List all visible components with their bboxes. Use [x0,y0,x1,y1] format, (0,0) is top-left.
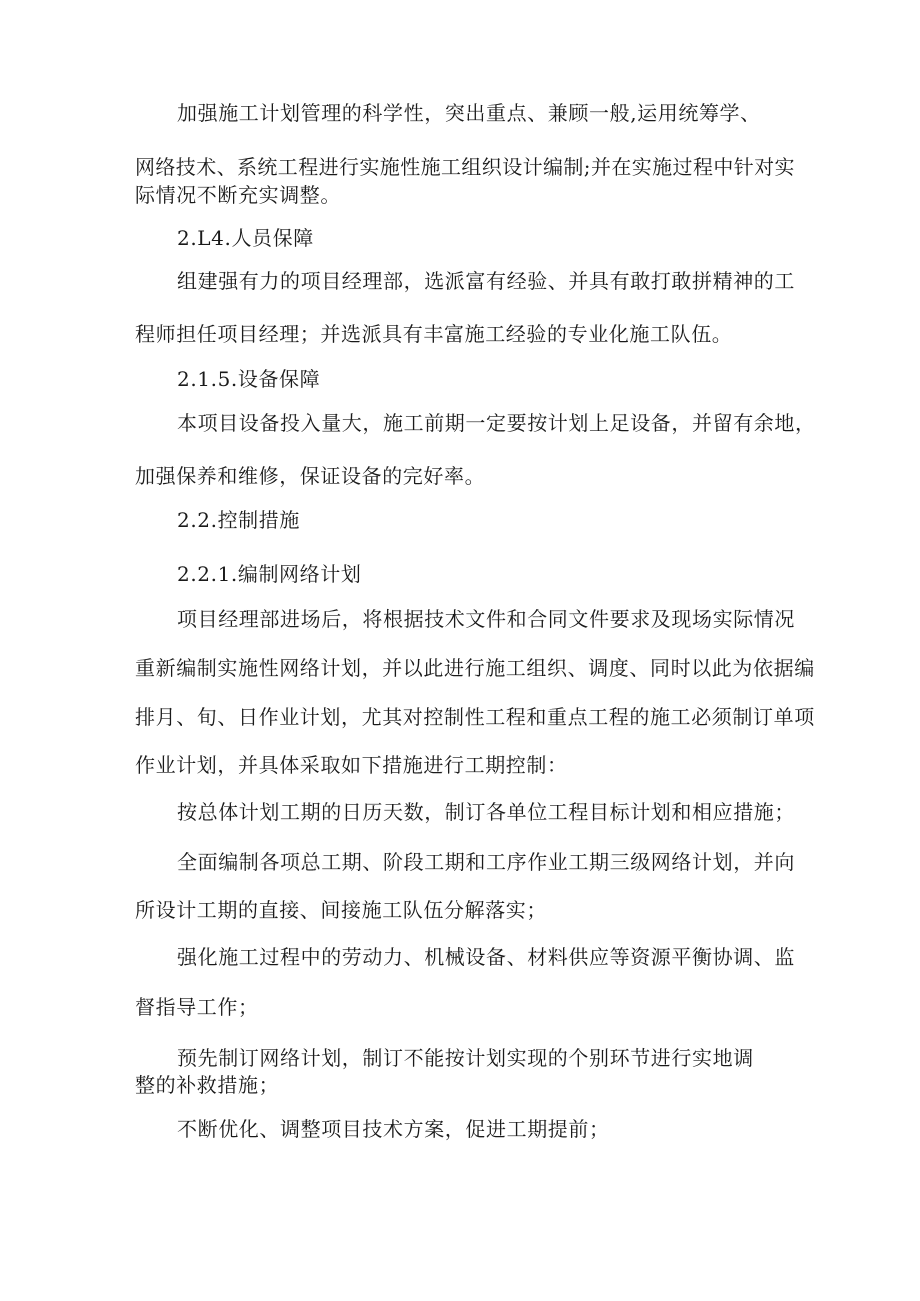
text-line: 全面编制各项总工期、阶段工期和工序作业工期三级网络计划，并向 [177,850,795,874]
text-line: 强化施工过程中的劳动力、机械设备、材料供应等资源平衡协调、监 [177,945,795,969]
section-heading: 2.L4.人员保障 [177,226,314,250]
text-line: 加强施工计划管理的科学性，突出重点、兼顾一般,运用统筹学、 [177,101,761,125]
section-heading: 2.2.1.编制网络计划 [177,562,362,586]
text-line: 所设计工期的直接、间接施工队伍分解落实； [135,898,547,922]
text-line: 本项目设备投入量大，施工前期一定要按计划上足设备，并留有余地， [177,411,816,435]
text-line: 程师担任项目经理；并选派具有丰富施工经验的专业化施工队伍。 [135,322,733,346]
text-line: 加强保养和维修，保证设备的完好率。 [135,464,486,488]
text-line: 组建强有力的项目经理部，选派富有经验、并具有敢打敢拼精神的工 [177,269,795,293]
text-line: 督指导工作； [135,995,259,1019]
text-line: 预先制订网络计划，制订不能按计划实现的个别环节进行实地调 [177,1046,754,1070]
section-heading: 2.1.5.设备保障 [177,367,321,391]
section-heading: 2.2.控制措施 [177,508,300,532]
text-line: 按总体计划工期的日历天数，制订各单位工程目标计划和相应措施； [177,800,795,824]
text-line: 整的补救措施； [135,1073,280,1097]
text-line: 网络技术、系统工程进行实施性施工组织设计编制;并在实施过程中针对实 [135,155,795,179]
text-line: 际情况不断充实调整。 [135,183,341,207]
text-line: 作业计划，并具体采取如下措施进行工期控制： [135,753,568,777]
text-line: 排月、旬、日作业计划，尤其对控制性工程和重点工程的施工必须制订单项 [135,705,815,729]
text-line: 不断优化、调整项目技术方案，促进工期提前； [177,1117,610,1141]
text-line: 项目经理部进场后，将根据技术文件和合同文件要求及现场实际情况 [177,607,795,631]
text-line: 重新编制实施性网络计划，并以此进行施工组织、调度、同时以此为依据编 [135,656,815,680]
